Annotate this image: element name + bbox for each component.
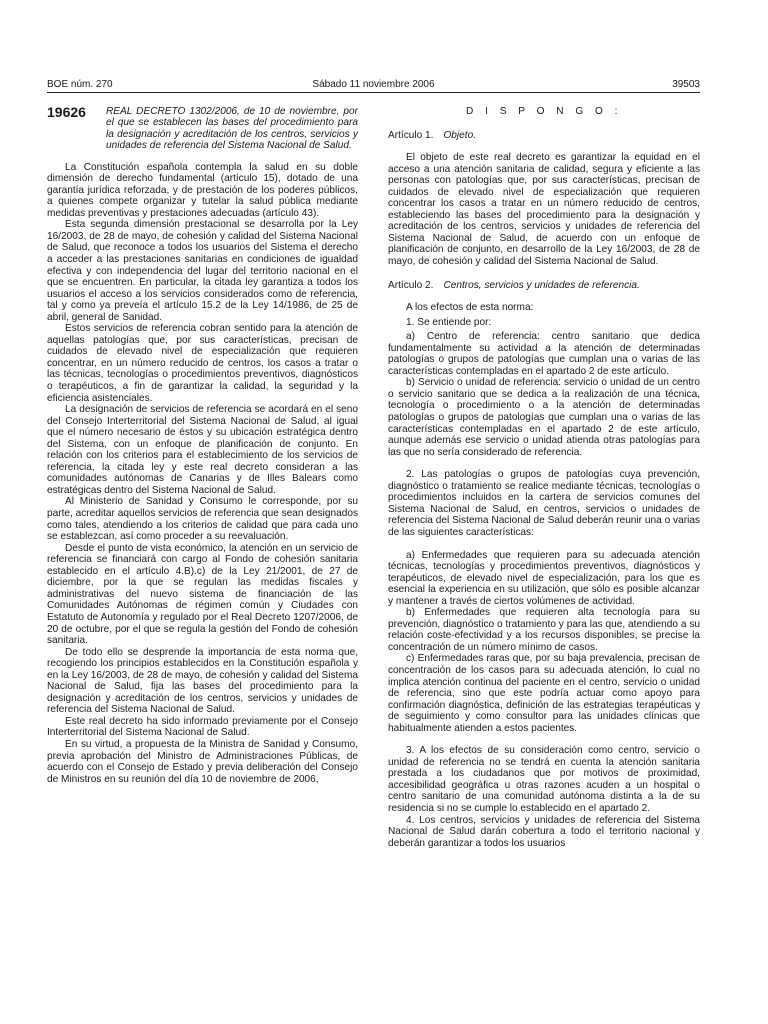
preamble-paragraph: Desde el punto de vista económico, la atención en un servicio de referencia se financiará con cargo al Fondo de cohesión sanitaria establecido en el artículo 4.B).c) de la Ley 21/2001, de 27 de diciembre, por la que se regulan las medidas fiscales y administrativas del nuevo sistema de financiación de las Comunidades Autónomas de régimen común y Ciudades con Estatuto de Autonomía y regulado por el Real Decreto 1207/2006, de 20 de octubre, por el que se regula la gestión del Fondo de cohesión sanitaria. (47, 542, 358, 647)
article-2-section-2: 2. Las patologías o grupos de patologías cuya prevención, diagnóstico o tratamiento se realice mediante técnicas, tecnologías o procedimientos incluidos en la cartera de servicios comunes del Sistema Nacional de Salud, en centros, servicios o unidades de referencia del Sistema Nacional de Salud deberán reunir una o varias de las siguientes características: (388, 469, 700, 538)
decree-heading (47, 106, 358, 152)
article-1-paragraph: El objeto de este real decreto es garantizar la equidad en el acceso a una atención sanitaria de calidad, segura y eficiente a las personas con patologías que, por sus características, precisan de cuidados de elevado nivel de especialización que requieren concentrar los casos a tratar en un número reducido de centros, estableciendo las bases del procedimiento para la designación y acreditación de los centros, servicios y unidades de referencia del Sistema Nacional de Salud, de acuerdo con un enfoque de planificación de conjunto, en desarrollo de la Ley 16/2003, de 28 de mayo, de cohesión y calidad del Sistema Nacional de Salud. (388, 152, 700, 268)
preamble-paragraph: Esta segunda dimensión prestacional se desarrolla por la Ley 16/2003, de 28 de mayo, de cohesión y calidad del Sistema Nacional de Salud, que reconoce a todos los usuarios del Sistema el derecho a acceder a las prestaciones sanitarias en condiciones de igualdad efectiva y con independencia del lugar del territorio nacional en el que se encuentren. En particular, la citada ley garantiza a todos los usuarios el acceso a los servicios considerados como de referencia, tal y como ya preveía el artículo 15.2 de la Ley 14/1986, de 25 de abril, general de Sanidad. (47, 219, 358, 323)
header-journal-number: BOE núm. 270 (47, 79, 113, 90)
article-2-section-1: 1. Se entiende por: (406, 316, 492, 328)
article-2-label: Artículo 2. (388, 279, 434, 291)
preamble-paragraph: Este real decreto ha sido informado previamente por el Consejo Interterritorial del Sistema Nacional de Salud. (47, 715, 358, 739)
decree-number: 19626 (47, 104, 86, 120)
article-2-section-1b: b) Servicio o unidad de referencia: servicio o unidad de un centro o servicio sanitario que se dedica a la realización de una técnica, tecnología o procedimiento o a la atención de determinadas patologías o grupos de patologías que cumplan una o varias de las características contempladas en el apartado 2 de este artículo, aunque además ese servicio o unidad atienda otras patologías para las que no sería considerado de referencia. (388, 377, 700, 458)
article-1-label: Artículo 1. (388, 129, 434, 141)
article-1-heading (388, 130, 700, 142)
left-column (47, 106, 358, 785)
article-1-title: Objeto. (443, 129, 476, 141)
article-2-title: Centros, servicios y unidades de referencia. (443, 279, 640, 291)
preamble-paragraph: De todo ello se desprende la importancia de esta norma que, recogiendo los principios establecidos en la Constitución española y en la Ley 16/2003, de 28 de mayo, de cohesión y calidad del Sistema Nacional de Salud, fija las bases del procedimiento para la designación y acreditación de los centros, servicios y unidades de referencia del Sistema Nacional de Salud. (47, 646, 358, 716)
preamble-paragraph: En su virtud, a propuesta de la Ministra de Sanidad y Consumo, previa aprobación del Ministro de Administraciones Públicas, de acuerdo con el Consejo de Estado y previa deliberación del Consejo de Ministros en su reunión del día 10 de noviembre de 2006, (47, 738, 358, 785)
preamble-paragraph: Al Ministerio de Sanidad y Consumo le corresponde, por su parte, acreditar aquellos servicios de referencia que sean designados como tales, atendiendo a los criterios de calidad que para cada uno se establezcan, así como proceder a su reevaluación. (47, 496, 358, 543)
article-2-section-3: 3. A los efectos de su consideración como centro, servicio o unidad de referencia no se tendrá en cuenta la atención sanitaria prestada a los ciudadanos que por motivos de proximidad, accesibilidad geográfica u otras razones acuden a un hospital o centro sanitario de una comunidad autónoma distinta a la de su residencia si no se cumple lo establecido en el apartado 2. (388, 745, 700, 814)
page-header (47, 78, 700, 92)
right-column (388, 106, 700, 849)
header-rule (47, 92, 700, 93)
preamble-paragraph: La designación de servicios de referencia se acordará en el seno del Consejo Interterritorial del Sistema Nacional de Salud, al igual que el número necesario de éstos y su ubicación estratégica dentro del Sistema, con un enfoque de planificación de conjunto. En relación con los criterios para el establecimiento de los servicios de referencia, la citada ley y este real decreto consideran a las comunidades autónomas de Canarias y de Illes Balears como estratégicas dentro del Sistema Nacional de Salud. (47, 404, 358, 496)
preamble-paragraph: Estos servicios de referencia cobran sentido para la atención de aquellas patologías que, por sus características, precisan de cuidados de elevado nivel de especialización que requieren concentrar, en un número reducido de centros, los casos a tratar o las técnicas, tecnologías o procedimientos preventivos, diagnósticos o terapéuticos, a fin de garantizar la calidad, la seguridad y la eficiencia asistenciales. (47, 323, 358, 404)
article-2-section-4: 4. Los centros, servicios y unidades de referencia del Sistema Nacional de Salud darán cobertura a todo el territorio nacional y deberán garantizar a todos los usuarios (388, 814, 700, 849)
article-2-section-2b: b) Enfermedades que requieren alta tecnología para su prevención, diagnóstico o tratamiento y para las que, atendiendo a su relación coste-efectividad y a los recursos disponibles, se precise la concentración de un número mínimo de casos. (388, 607, 700, 653)
preamble-paragraph: La Constitución española contempla la salud en su doble dimensión de derecho fundamental (artículo 15), dotado de una garantía jurídica reforzada, y de prestación de los poderes públicos, a quienes compete organizar y tutelar la salud pública mediante medidas preventivas y prestaciones adecuadas (artículo 43). (47, 161, 358, 219)
header-date: Sábado 11 noviembre 2006 (312, 79, 435, 90)
article-2-heading (388, 280, 700, 292)
decree-title: REAL DECRETO 1302/2006, de 10 de noviembre, por el que se establecen las bases del procedimiento para la designación y acreditación de los centros, servicios y unidades de referencia del Sistema Nacional de Salud. (106, 106, 358, 152)
header-page-number: 39503 (672, 79, 700, 90)
dispongo-heading: D I S P O N G O : (466, 106, 622, 117)
article-2-section-2a: a) Enfermedades que requieren para su adecuada atención técnicas, tecnologías y procedimientos preventivos, diagnósticos y terapéuticos, de elevado nivel de especialización, para los que es esencial la experiencia en su utilización, que sólo es posible alcanzar y mantener a través de ciertos volúmenes de actividad. (388, 549, 700, 607)
article-2-section-1a: a) Centro de referencia: centro sanitario que dedica fundamentalmente su actividad a la atención de determinadas patologías o grupos de patologías que cumplan una o varias de las características contempladas en el apartado 2 de este artículo. (388, 331, 700, 377)
article-2-section-2c: c) Enfermedades raras que, por su baja prevalencia, precisan de concentración de los casos para su adecuada atención, lo cual no implica atención continua del paciente en el centro, servicio o unidad de referencia, sino que este podría actuar como apoyo para confirmación diagnóstica, definición de las estrategias terapéuticas y de seguimiento y como consultor para las unidades clínicas que habitualmente atienden a estos pacientes. (388, 653, 700, 734)
article-2-intro: A los efectos de esta norma: (406, 302, 534, 314)
